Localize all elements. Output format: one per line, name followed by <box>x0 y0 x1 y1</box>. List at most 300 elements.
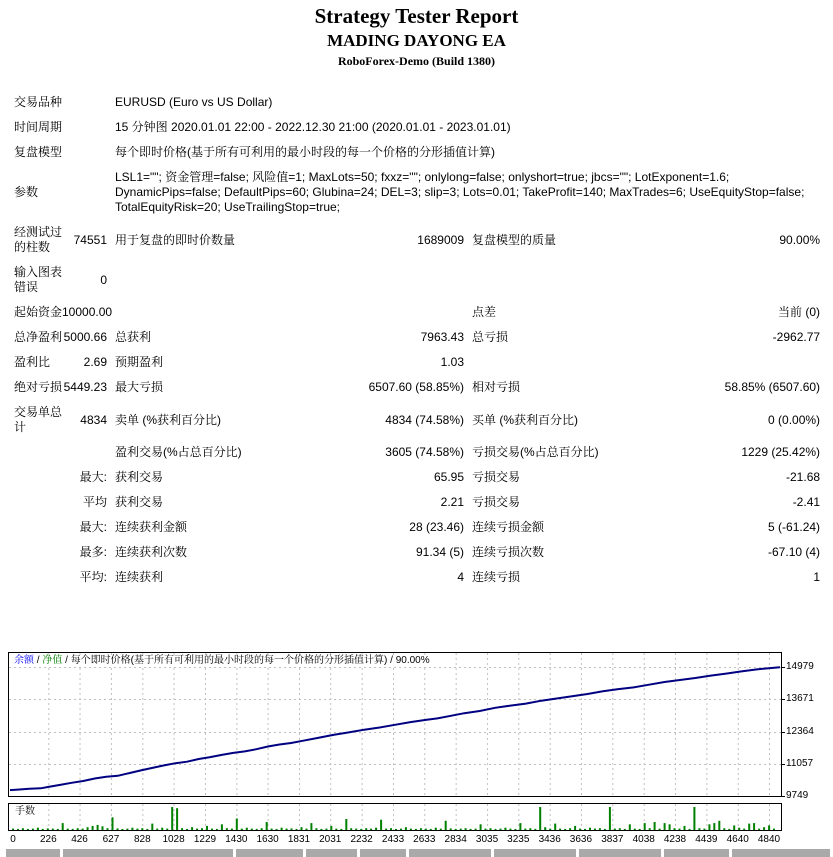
lot-bar <box>664 823 666 830</box>
x-axis-label: 828 <box>133 834 151 845</box>
lots-chart <box>8 803 782 831</box>
lot-bar <box>768 825 770 830</box>
lot-bar <box>67 829 69 830</box>
table-row <box>14 465 820 490</box>
row-label <box>14 490 62 515</box>
lot-bar <box>693 807 695 830</box>
metric-label: 买单 (%获利百分比) <box>472 412 578 427</box>
lot-bar <box>62 823 64 830</box>
lot-bar <box>684 826 686 830</box>
lot-bar <box>350 828 352 830</box>
header-strip-segment <box>6 849 60 857</box>
lot-bar <box>126 829 128 830</box>
lot-bar <box>306 829 308 830</box>
metric-label <box>464 350 702 375</box>
metric-value: 3605 (74.58%) <box>385 445 464 459</box>
x-axis-label: 2232 <box>350 834 373 845</box>
metric-value: 65.95 <box>433 470 464 484</box>
metric-value: 74551 <box>73 232 107 247</box>
metric-value: 2.69 <box>83 355 107 369</box>
lot-bar <box>554 824 556 830</box>
table-row <box>14 260 820 300</box>
table-row <box>14 350 820 375</box>
legend-text: / <box>387 655 396 666</box>
metric-label <box>107 300 352 325</box>
metric-label: 亏损交易(%占总百分比) <box>472 445 599 459</box>
lot-bar <box>619 828 621 830</box>
lot-bar <box>524 829 526 830</box>
lot-bar <box>32 829 34 830</box>
lot-bar <box>639 829 641 830</box>
metric-value <box>62 115 107 140</box>
balance-curve <box>10 667 780 790</box>
row-label <box>14 515 62 540</box>
x-axis-label: 0 <box>10 834 16 845</box>
lot-bar <box>375 828 377 830</box>
lot-bar <box>390 828 392 830</box>
lot-bar <box>345 819 347 830</box>
metric-label: 亏损交易 <box>472 470 521 484</box>
metric-value: 5000.66 <box>63 330 107 344</box>
lot-bar <box>728 829 730 830</box>
y-axis-label: 9749 <box>786 790 809 801</box>
legend-text: / <box>34 655 43 666</box>
metric-value: 最大: <box>79 470 107 484</box>
x-axis-label: 2031 <box>319 834 342 845</box>
x-axis-label: 1028 <box>162 834 185 845</box>
metric-value: 最多: <box>79 545 107 559</box>
row-label: 绝对亏损 <box>14 380 63 394</box>
table-row <box>14 300 820 325</box>
metric-label: 15 分钟图 2020.01.01 22:00 - 2022.12.30 21:00 (2020.01.01 - 2023.01.01) <box>115 120 511 134</box>
lot-bar <box>246 828 248 830</box>
lot-bar <box>659 829 661 830</box>
lot-bar <box>708 824 710 830</box>
table-row <box>14 440 820 465</box>
x-axis-label: 3436 <box>538 834 561 845</box>
metric-label: 获利交易 <box>115 495 164 509</box>
charts-section <box>0 652 833 857</box>
lot-bar <box>186 829 188 830</box>
metric-value <box>62 440 107 465</box>
table-row <box>14 400 820 440</box>
x-axis-label: 3636 <box>569 834 593 845</box>
metric-value <box>352 300 464 325</box>
lot-bar <box>763 827 765 830</box>
lot-bar <box>216 829 218 830</box>
x-axis-label: 1831 <box>287 834 311 845</box>
table-row <box>14 540 820 565</box>
lot-bar <box>166 829 168 830</box>
x-axis-label: 3837 <box>601 834 624 845</box>
lot-bar <box>231 829 233 830</box>
metric-value: 0 <box>100 272 107 287</box>
metric-label: 预期盈利 <box>115 355 164 369</box>
metric-label: LSL1=""; 资金管理=false; 风险值=1; MaxLots=50; fxxz=""; onlylong=false; onlyshort=true; jbcs=""; LotExponent=1.6; DynamicPips=false; DefaultPips=60; Glubina=24; DEL=3; slip=3; Lots=0.01; TakeProfit=140; MaxTrades=6; UseEquityStop=false; TotalEquityRisk=20; UseTrailingStop=true; <box>115 170 805 214</box>
row-label <box>14 465 62 490</box>
metric-label: 连续获利金额 <box>115 520 188 534</box>
lot-bar <box>395 829 397 830</box>
lot-bar <box>281 828 283 830</box>
lot-bar <box>161 828 163 830</box>
lot-bar <box>206 826 208 830</box>
metric-label: 连续亏损 <box>472 570 521 584</box>
lot-bar <box>286 829 288 830</box>
lot-bar <box>266 822 268 830</box>
server-build: RoboForex-Demo (Build 1380) <box>337 54 496 68</box>
row-label <box>14 565 62 590</box>
lot-bar <box>57 829 59 830</box>
lot-bar <box>385 829 387 830</box>
chart-legend <box>12 655 432 667</box>
table-row <box>14 220 820 260</box>
lot-bar <box>549 829 551 830</box>
lot-bar <box>435 828 437 830</box>
y-axis-label: 12364 <box>786 726 814 737</box>
lot-bar <box>579 829 581 830</box>
lot-bar <box>380 820 382 830</box>
metric-value: 7963.43 <box>420 330 464 344</box>
lot-bar <box>723 828 725 830</box>
lot-bar <box>679 829 681 830</box>
lot-bar <box>22 828 24 830</box>
lot-bar <box>330 826 332 830</box>
lot-bar <box>609 807 611 830</box>
metric-label: 点差 <box>472 305 497 319</box>
lot-bar <box>97 825 99 830</box>
table-row <box>14 565 820 590</box>
header-strip-segment <box>732 849 830 857</box>
legend-text: 每个即时价格(基于所有可利用的最小时段的每一个价格的分形插值计算) <box>70 655 388 666</box>
lot-bar <box>315 828 317 830</box>
lot-bar <box>236 819 238 831</box>
header-strip-segment <box>306 849 357 857</box>
balance-legend-label: 余额 <box>14 655 34 666</box>
metric-value: 平均 <box>82 495 107 509</box>
lot-bar <box>485 829 487 830</box>
lot-bar <box>47 828 49 830</box>
lot-bar <box>52 829 54 830</box>
metric-value: 4 <box>457 570 464 584</box>
lot-bar <box>221 824 223 830</box>
metric-label: 每个即时价格(基于所有可利用的最小时段的每一个价格的分形插值计算) <box>115 145 495 159</box>
lot-bar <box>271 829 273 830</box>
metric-value: 4834 <box>80 412 107 427</box>
lot-bar <box>500 829 502 830</box>
lot-bar <box>320 829 322 830</box>
table-row <box>14 375 820 400</box>
lot-bar <box>629 824 631 830</box>
row-label: 总净盈利 <box>14 330 63 344</box>
lot-bar <box>291 828 293 830</box>
lot-bar <box>191 827 193 830</box>
lot-bar <box>509 829 511 830</box>
metric-label: 复盘模型的质量 <box>472 232 557 247</box>
row-label: 交易品种 <box>14 95 63 109</box>
lot-bar <box>107 828 109 830</box>
y-tick <box>781 667 785 668</box>
lot-bar <box>261 828 263 830</box>
lot-bar <box>365 828 367 830</box>
report-header <box>0 0 833 68</box>
lot-bar <box>718 821 720 830</box>
lot-bar <box>465 828 467 830</box>
lot-bar <box>743 829 745 830</box>
lot-bar <box>37 828 39 830</box>
y-tick <box>781 732 785 733</box>
row-label: 交易单总计 <box>14 405 63 434</box>
metric-label: 亏损交易 <box>472 495 521 509</box>
table-row <box>14 115 820 140</box>
lot-bar <box>335 829 337 830</box>
x-axis-label: 4640 <box>726 834 749 845</box>
lot-bar <box>196 829 198 830</box>
metric-value: 1 <box>813 570 821 584</box>
lot-bar <box>211 829 213 830</box>
lot-bar <box>713 823 715 830</box>
row-label: 参数 <box>14 185 39 199</box>
metric-value <box>702 350 820 375</box>
lot-bar <box>425 829 427 830</box>
lot-bar <box>490 828 492 830</box>
metric-label: 最大亏损 <box>115 380 164 394</box>
x-axis-label: 426 <box>71 834 88 845</box>
lot-bar <box>301 827 303 830</box>
lot-bar <box>475 829 477 830</box>
metric-value: 6507.60 (58.85%) <box>368 380 464 394</box>
lot-bar <box>251 829 253 830</box>
metric-value: 10000.00 <box>62 305 113 319</box>
lot-bar <box>176 808 178 830</box>
lot-bar <box>226 828 228 830</box>
lot-bar <box>27 829 29 830</box>
lot-bar <box>594 829 596 830</box>
lot-bar <box>141 828 143 830</box>
metric-value: 91.34 (5) <box>415 545 464 559</box>
metric-value: 最大: <box>79 520 107 534</box>
balance-chart <box>8 652 782 797</box>
metric-label: 用于复盘的即时价数量 <box>115 232 236 247</box>
lot-bar <box>733 825 735 830</box>
table-row <box>14 325 820 350</box>
lot-bar <box>604 829 606 830</box>
metric-value: -2962.77 <box>772 330 821 344</box>
metric-value: 2.21 <box>440 495 464 509</box>
lot-bar <box>405 827 407 830</box>
table-row <box>14 490 820 515</box>
lot-bar <box>136 829 138 830</box>
x-axis-label: 627 <box>102 834 120 845</box>
x-axis-label: 1430 <box>225 834 248 845</box>
x-axis-label: 4439 <box>695 834 718 845</box>
lot-bar <box>42 829 44 830</box>
lot-bar <box>415 829 417 830</box>
lot-bar <box>614 829 616 830</box>
lot-bar <box>599 828 601 830</box>
lot-bar <box>310 823 312 830</box>
lot-bar <box>534 829 536 830</box>
lot-bar <box>674 828 676 830</box>
lot-bar <box>181 828 183 830</box>
header-strip-segment <box>236 849 303 857</box>
metric-value <box>62 140 107 165</box>
metric-value: 当前 (0) <box>778 305 821 319</box>
lot-bar <box>480 824 482 830</box>
metric-value: 平均: <box>79 570 107 584</box>
lot-bar <box>450 828 452 830</box>
header-strip-segment <box>63 849 233 857</box>
lot-bar <box>644 823 646 830</box>
row-label <box>14 540 62 565</box>
table-row <box>14 140 820 165</box>
metric-label <box>464 260 702 300</box>
row-label: 输入图表错误 <box>14 265 63 294</box>
table-row <box>14 90 820 115</box>
lot-bar <box>624 829 626 830</box>
lot-bar <box>758 829 760 830</box>
lot-bar <box>131 828 133 830</box>
metric-label: 连续亏损次数 <box>472 545 545 559</box>
lot-bar <box>654 822 656 830</box>
lot-bar <box>82 829 84 830</box>
metric-label: 连续获利 <box>115 570 164 584</box>
row-label <box>14 440 62 465</box>
lot-bar <box>92 826 94 830</box>
x-axis-label: 1229 <box>193 834 217 845</box>
metric-value: 28 (23.46) <box>409 520 464 534</box>
lots-bars-svg <box>9 804 781 830</box>
header-strip-segment <box>494 849 576 857</box>
lot-bar <box>156 829 158 830</box>
metric-label: 总亏损 <box>472 330 509 344</box>
lot-bar <box>574 826 576 830</box>
lot-bar <box>17 829 19 830</box>
metric-value <box>62 90 107 115</box>
row-label: 起始资金 <box>14 305 63 319</box>
lot-bar <box>584 829 586 830</box>
lots-label: 手数 <box>15 806 35 817</box>
equity-legend-label: 净值 <box>42 655 63 666</box>
lot-bar <box>77 828 79 830</box>
x-axis-label: 4840 <box>757 834 781 845</box>
lot-bar <box>146 829 148 830</box>
metric-label: 卖单 (%获利百分比) <box>115 412 221 427</box>
header-strip-segment <box>664 849 729 857</box>
metric-label: 连续获利次数 <box>115 545 188 559</box>
lot-bar <box>569 828 571 830</box>
lot-bar <box>276 829 278 830</box>
results-table <box>14 90 820 590</box>
lot-bar <box>559 829 561 830</box>
lot-bar <box>340 829 342 830</box>
x-axis-label: 3235 <box>507 834 530 845</box>
x-axis-label: 4238 <box>663 834 687 845</box>
lot-bar <box>649 828 651 830</box>
y-axis-label: 13671 <box>786 693 814 704</box>
lot-bar <box>753 823 755 830</box>
lot-bar <box>117 828 119 830</box>
metric-value: 4834 (74.58%) <box>385 412 464 427</box>
report-title: Strategy Tester Report <box>314 4 519 28</box>
lot-bar <box>296 829 298 830</box>
metric-label: 获利交易 <box>115 470 164 484</box>
legend-text: 90.00% <box>395 655 430 666</box>
lot-bar <box>360 829 362 830</box>
x-axis-label: 4038 <box>632 834 655 845</box>
metric-value <box>62 165 107 220</box>
y-axis-label: 11057 <box>786 758 814 769</box>
lot-bar <box>504 828 506 830</box>
lot-bar <box>440 829 442 830</box>
y-tick <box>781 699 785 700</box>
metric-value: -2.41 <box>792 495 821 509</box>
metric-value <box>702 260 820 300</box>
row-label: 经测试过的柱数 <box>14 225 63 254</box>
lot-bar <box>495 829 497 830</box>
lot-bar <box>355 829 357 830</box>
metric-value: 5 (-61.24) <box>768 520 821 534</box>
legend-text: / <box>62 655 71 666</box>
metric-value: 58.85% (6507.60) <box>724 380 821 394</box>
row-label: 时间周期 <box>14 120 63 134</box>
lot-bar <box>738 828 740 830</box>
metric-value: 1229 (25.42%) <box>741 445 821 459</box>
lot-bar <box>589 828 591 830</box>
lot-bar <box>87 827 89 830</box>
lot-bar <box>201 828 203 830</box>
lot-bar <box>470 829 472 830</box>
lot-bar <box>689 829 691 830</box>
lot-bar <box>151 824 153 830</box>
metric-value: -21.68 <box>786 470 821 484</box>
header-strip-segment <box>409 849 491 857</box>
x-axis-label: 3035 <box>475 834 499 845</box>
lot-bar <box>703 829 705 830</box>
row-label: 盈利比 <box>14 355 51 369</box>
metric-value <box>352 260 464 300</box>
header-strip-segment <box>360 849 406 857</box>
row-label: 复盘模型 <box>14 145 63 159</box>
ea-name: MADING DAYONG EA <box>327 31 506 50</box>
metric-value: 1689009 <box>417 232 464 247</box>
metric-label: 连续亏损金额 <box>472 520 545 534</box>
lot-bar <box>12 829 14 830</box>
table-row <box>14 515 820 540</box>
x-axis-label: 2633 <box>413 834 436 845</box>
lot-bar <box>539 807 541 830</box>
lot-bar <box>634 829 636 830</box>
lot-bar <box>256 829 258 830</box>
y-tick <box>781 764 785 765</box>
metric-label <box>107 260 352 300</box>
lot-bar <box>544 827 546 830</box>
metric-label: 盈利交易(%占总百分比) <box>115 445 242 459</box>
metric-label: EURUSD (Euro vs US Dollar) <box>115 95 273 109</box>
lot-bar <box>529 828 531 830</box>
x-axis-label: 2834 <box>444 834 467 845</box>
lot-bar <box>669 824 671 830</box>
x-axis-label: 226 <box>39 834 57 845</box>
lot-bar <box>112 817 114 830</box>
lot-bar <box>410 829 412 830</box>
lot-bar <box>698 828 700 830</box>
metric-value: 5449.23 <box>63 380 107 394</box>
lot-bar <box>72 829 74 830</box>
metric-label: 相对亏损 <box>472 380 521 394</box>
lot-bar <box>564 829 566 830</box>
x-axis-label: 2433 <box>381 834 405 845</box>
lot-bar <box>455 829 457 830</box>
